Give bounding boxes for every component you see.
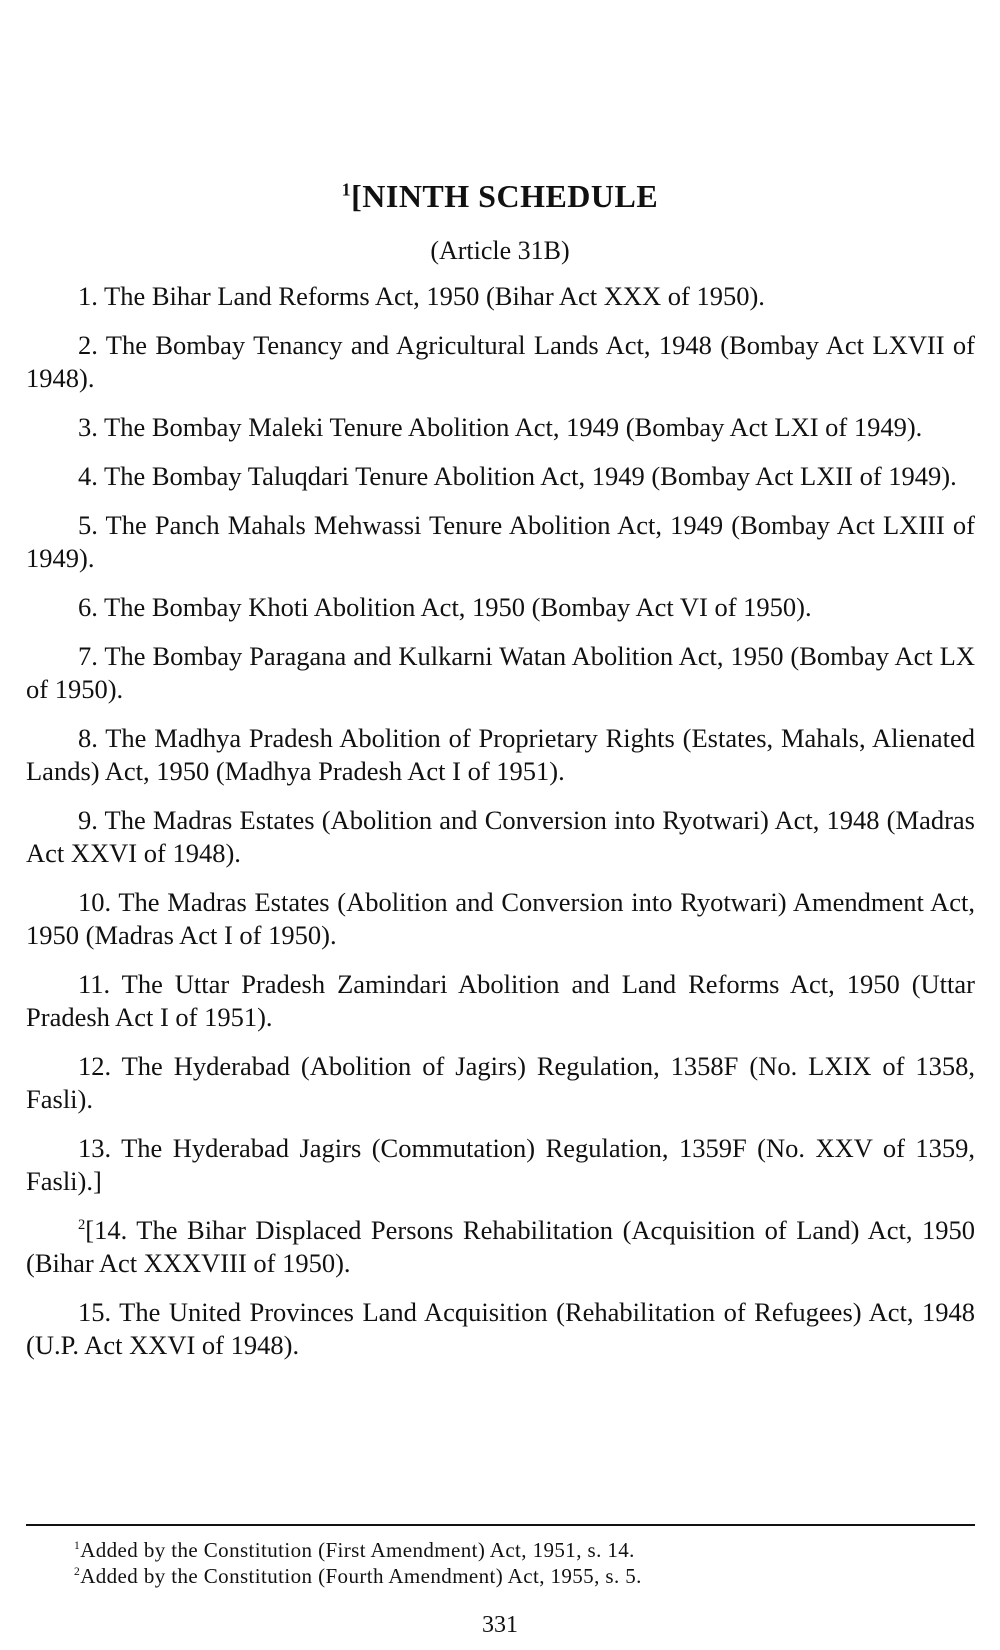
entry-text: 1. The Bihar Land Reforms Act, 1950 (Bihar Act XXX of 1950). [78,281,765,311]
footnotes [74,1537,974,1589]
entry-text: 7. The Bombay Paragana and Kulkarni Watan Abolition Act, 1950 (Bombay Act LX of 1950). [26,641,975,704]
entry-text: 5. The Panch Mahals Mehwassi Tenure Abolition Act, 1949 (Bombay Act LXIII of 1949). [26,510,975,573]
schedule-entry [26,1214,975,1280]
footnote-marker: 1 [341,179,352,200]
footnote-divider [26,1524,975,1526]
schedule-entry [26,509,975,575]
schedule-entry [26,1050,975,1116]
footnote [74,1563,974,1589]
entry-text: 13. The Hyderabad Jagirs (Commutation) Regulation, 1359F (No. XXV of 1359, Fasli).] [26,1133,975,1196]
schedule-entry [26,280,975,313]
schedule-entry [26,804,975,870]
schedule-entry [26,460,975,493]
entry-text: 6. The Bombay Khoti Abolition Act, 1950 (Bombay Act VI of 1950). [78,592,812,622]
schedule-entry [26,886,975,952]
schedule-entry [26,591,975,624]
schedule-entry [26,1132,975,1198]
entry-text: 2. The Bombay Tenancy and Agricultural Lands Act, 1948 (Bombay Act LXVII of 1948). [26,330,975,393]
schedule-entries [26,280,975,1378]
page-number: 331 [482,1612,518,1638]
article-reference: (Article 31B) [430,236,570,265]
entry-text: 10. The Madras Estates (Abolition and Conversion into Ryotwari) Amendment Act, 1950 (Madras Act I of 1950). [26,887,975,950]
entry-text: [14. The Bihar Displaced Persons Rehabilitation (Acquisition of Land) Act, 1950 (Bihar Act XXXVIII of 1950). [26,1215,975,1278]
schedule-entry [26,640,975,706]
footnote-marker: 2 [74,1566,81,1578]
schedule-entry [26,968,975,1034]
entry-text: 9. The Madras Estates (Abolition and Conversion into Ryotwari) Act, 1948 (Madras Act XXVI of 1948). [26,805,975,868]
footnote-marker: 2 [78,1217,86,1234]
footnote-text: Added by the Constitution (First Amendment) Act, 1951, s. 14. [80,1538,635,1562]
entry-text: 15. The United Provinces Land Acquisition (Rehabilitation of Refugees) Act, 1948 (U.P. Act XXVI of 1948). [26,1297,975,1360]
footnote-text: Added by the Constitution (Fourth Amendment) Act, 1955, s. 5. [80,1564,642,1588]
footnote-marker: 1 [74,1540,81,1552]
schedule-entry [26,722,975,788]
schedule-entry [26,329,975,395]
schedule-title [0,178,1000,215]
schedule-entry [26,411,975,444]
entry-text: 3. The Bombay Maleki Tenure Abolition Act, 1949 (Bombay Act LXI of 1949). [78,412,923,442]
schedule-title-text: [NINTH SCHEDULE [351,178,659,214]
entry-text: 11. The Uttar Pradesh Zamindari Abolition and Land Reforms Act, 1950 (Uttar Pradesh Act I of 1951). [26,969,975,1032]
entry-text: 4. The Bombay Taluqdari Tenure Abolition Act, 1949 (Bombay Act LXII of 1949). [78,461,957,491]
footnote [74,1537,974,1563]
entry-text: 12. The Hyderabad (Abolition of Jagirs) Regulation, 1358F (No. LXIX of 1358, Fasli). [26,1051,975,1114]
schedule-entry [26,1296,975,1362]
entry-text: 8. The Madhya Pradesh Abolition of Proprietary Rights (Estates, Mahals, Alienated Lands) Act, 1950 (Madhya Pradesh Act I of 1951). [26,723,975,786]
